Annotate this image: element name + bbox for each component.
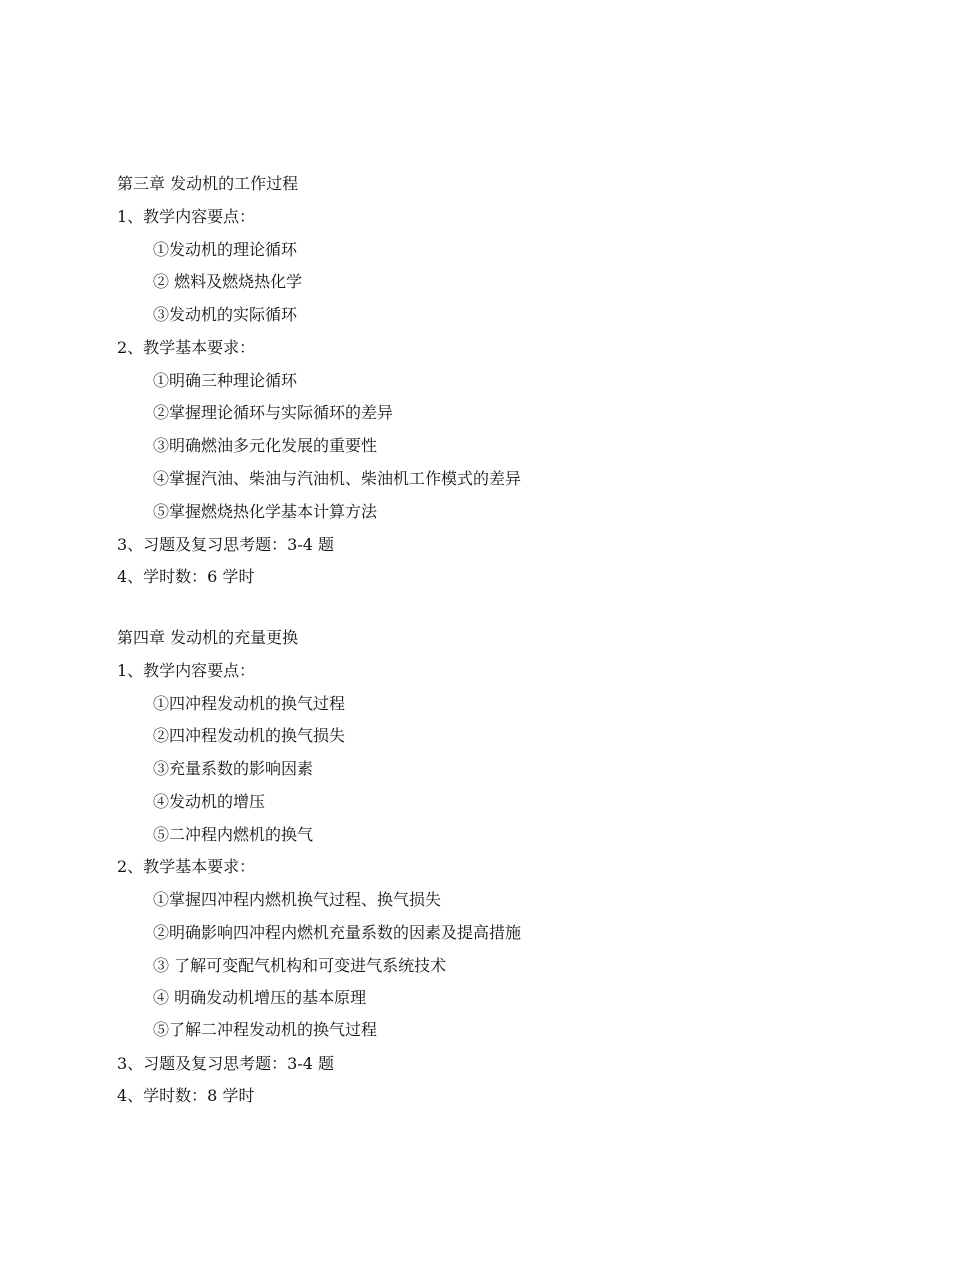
chapter4-content-item: ⑤二冲程内燃机的换气	[153, 825, 314, 844]
chapter4-content-item: ④发动机的增压	[153, 792, 266, 811]
chapter3-content-item: ③发动机的实际循环	[153, 305, 298, 324]
chapter4-requirement-item: ①掌握四冲程内燃机换气过程、换气损失	[153, 890, 442, 909]
chapter4-requirement-item: ④ 明确发动机增压的基本原理	[153, 988, 367, 1007]
chapter4-content-item: ①四冲程发动机的换气过程	[153, 694, 346, 713]
chapter3-requirement-item: ④掌握汽油、柴油与汽油机、柴油机工作模式的差异	[153, 469, 522, 488]
chapter4-requirement-item: ②明确影响四冲程内燃机充量系数的因素及提高措施	[153, 923, 522, 942]
chapter4-requirements-heading: 2、教学基本要求：	[117, 857, 256, 876]
chapter4-content-heading: 1、教学内容要点：	[117, 661, 256, 680]
chapter3-content-heading: 1、教学内容要点：	[117, 207, 256, 226]
chapter3-requirement-item: ①明确三种理论循环	[153, 371, 298, 390]
chapter3-content-item: ② 燃料及燃烧热化学	[153, 272, 303, 291]
chapter3-requirement-item: ⑤掌握燃烧热化学基本计算方法	[153, 502, 378, 521]
chapter3-content-item: ①发动机的理论循环	[153, 240, 298, 259]
chapter4-title: 第四章 发动机的充量更换	[117, 628, 299, 647]
chapter4-exercises: 3、习题及复习思考题：3-4 题	[117, 1054, 335, 1073]
chapter4-hours: 4、学时数：8 学时	[117, 1086, 255, 1105]
chapter4-content-item: ②四冲程发动机的换气损失	[153, 726, 346, 745]
chapter4-requirement-item: ⑤了解二冲程发动机的换气过程	[153, 1020, 378, 1039]
chapter3-exercises: 3、习题及复习思考题：3-4 题	[117, 535, 335, 554]
chapter3-requirement-item: ②掌握理论循环与实际循环的差异	[153, 403, 394, 422]
chapter3-hours: 4、学时数：6 学时	[117, 567, 255, 586]
chapter3-requirements-heading: 2、教学基本要求：	[117, 338, 256, 357]
chapter3-requirement-item: ③明确燃油多元化发展的重要性	[153, 436, 378, 455]
chapter3-title: 第三章 发动机的工作过程	[117, 174, 299, 193]
chapter4-content-item: ③充量系数的影响因素	[153, 759, 314, 778]
chapter4-requirement-item: ③ 了解可变配气机构和可变进气系统技术	[153, 956, 447, 975]
